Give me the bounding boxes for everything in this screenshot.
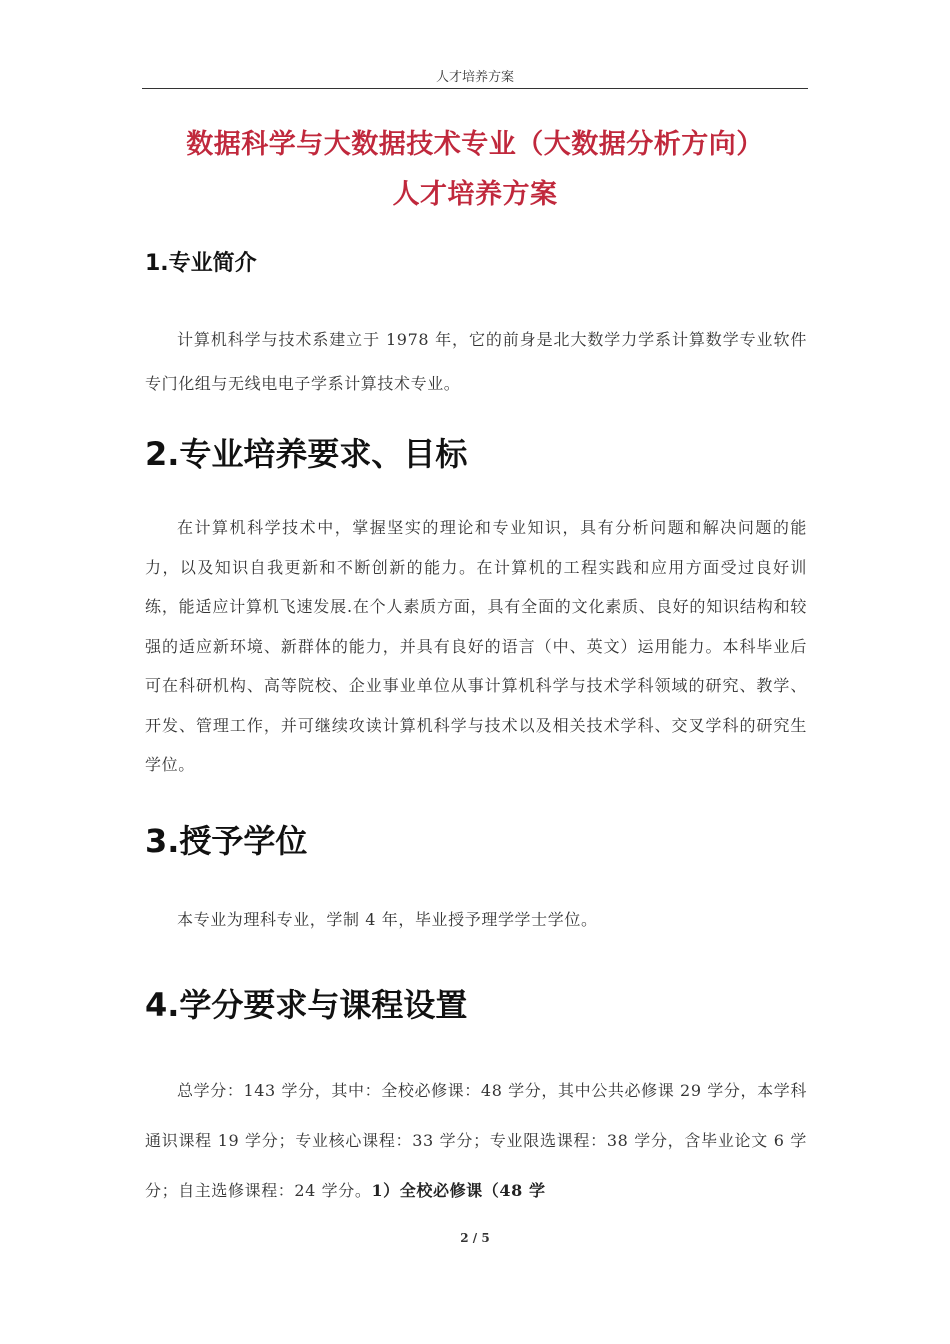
section-3-heading: 3.授予学位	[145, 822, 308, 860]
running-header: 人才培养方案	[435, 70, 514, 85]
section-1-heading: 1.专业简介	[145, 251, 257, 276]
document-title-line-2: 人才培养方案	[392, 179, 558, 210]
section-2-body	[145, 508, 807, 785]
page-number: 2 / 5	[460, 1231, 490, 1245]
section-3-paragraph: 本专业为理科专业，学制 4 年，毕业授予理学学士学位。	[177, 910, 598, 929]
section-3-body	[145, 906, 807, 934]
section-4-paragraph	[145, 1066, 807, 1216]
section-1-body	[145, 318, 807, 406]
section-2-heading: 2.专业培养要求、目标	[145, 435, 468, 473]
section-4-body	[145, 1066, 807, 1216]
section-1-paragraph: 计算机科学与技术系建立于 1978 年，它的前身是北大数学力学系计算数学专业软件专门化组与无线电电子学系计算技术专业。	[145, 330, 807, 393]
document-title-line-1: 数据科学与大数据技术专业（大数据分析方向）	[186, 129, 764, 160]
section-4-heading: 4.学分要求与课程设置	[145, 986, 468, 1024]
header-rule	[142, 88, 808, 89]
section-4-bold-tail: 1）全校必修课（48 学	[371, 1181, 546, 1200]
section-4-text: 总学分：143 学分，其中：全校必修课：48 学分，其中公共必修课 29 学分，本学科通识课程 19 学分；专业核心课程：33 学分；专业限选课程：38 学分，含毕业论文 6 学分；自主选修课程：24 学分。	[145, 1081, 807, 1200]
section-2-paragraph: 在计算机科学技术中，掌握坚实的理论和专业知识，具有分析问题和解决问题的能力，以及知识自我更新和不断创新的能力。在计算机的工程实践和应用方面受过良好训练，能适应计算机飞速发展.在个人素质方面，具有全面的文化素质、良好的知识结构和较强的适应新环境、新群体的能力，并具有良好的语言（中、英文）运用能力。本科毕业后可在科研机构、高等院校、企业事业单位从事计算机科学与技术学科领域的研究、教学、开发、管理工作，并可继续攻读计算机科学与技术以及相关技术学科、交叉学科的研究生学位。	[145, 518, 807, 774]
